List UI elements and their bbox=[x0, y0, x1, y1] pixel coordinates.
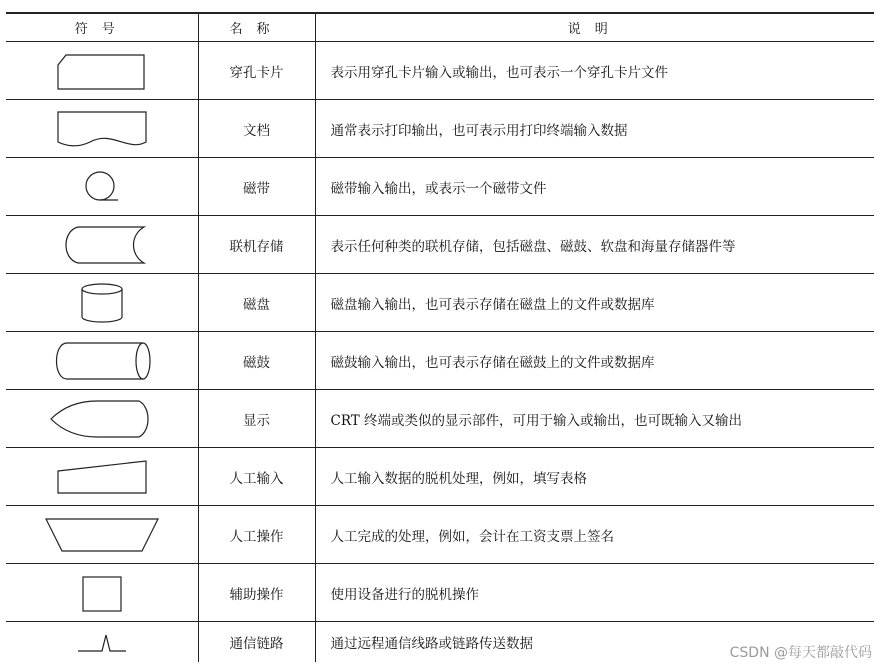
symbol-description: 通常表示打印输出，也可表示用打印终端输入数据 bbox=[315, 100, 874, 158]
symbol-description: 表示用穿孔卡片输入或输出，也可表示一个穿孔卡片文件 bbox=[315, 42, 874, 100]
symbol-description: 表示任何种类的联机存储，包括磁盘、磁鼓、软盘和海量存储器件等 bbox=[315, 216, 874, 274]
manual-input-symbol-icon bbox=[52, 457, 152, 497]
table-row bbox=[6, 158, 874, 216]
symbol-name: 磁鼓 bbox=[198, 332, 315, 390]
symbol-name: 人工操作 bbox=[198, 506, 315, 564]
display-symbol-icon bbox=[47, 397, 157, 441]
punched-card-symbol-icon bbox=[52, 51, 152, 91]
symbol-description: CRT 终端或类似的显示部件，可用于输入或输出，也可既输入又输出 bbox=[315, 390, 874, 448]
symbol-description: 使用设备进行的脱机操作 bbox=[315, 564, 874, 622]
auxiliary-operation-symbol-icon bbox=[77, 573, 127, 613]
header-description: 说明 bbox=[315, 13, 874, 42]
header-row bbox=[6, 13, 874, 42]
symbol-name: 联机存储 bbox=[198, 216, 315, 274]
symbol-description: 磁鼓输入输出，也可表示存储在磁鼓上的文件或数据库 bbox=[315, 332, 874, 390]
table-row bbox=[6, 274, 874, 332]
table-row bbox=[6, 390, 874, 448]
symbol-name: 文档 bbox=[198, 100, 315, 158]
symbol-name: 穿孔卡片 bbox=[198, 42, 315, 100]
manual-operation-symbol-icon bbox=[42, 515, 162, 555]
magnetic-tape-symbol-icon bbox=[72, 167, 132, 207]
symbol-description: 通过远程通信线路或链路传送数据 bbox=[315, 622, 874, 663]
flowchart-symbol-table bbox=[6, 12, 874, 662]
symbol-description: 人工输入数据的脱机处理，例如，填写表格 bbox=[315, 448, 874, 506]
table-row bbox=[6, 100, 874, 158]
table-row bbox=[6, 448, 874, 506]
symbol-description: 磁盘输入输出，也可表示存储在磁盘上的文件或数据库 bbox=[315, 274, 874, 332]
table-row bbox=[6, 332, 874, 390]
symbol-name: 磁带 bbox=[198, 158, 315, 216]
symbol-name: 磁盘 bbox=[198, 274, 315, 332]
symbol-name: 显示 bbox=[198, 390, 315, 448]
symbol-name: 人工输入 bbox=[198, 448, 315, 506]
header-symbol: 符号 bbox=[6, 13, 198, 42]
communication-link-symbol-icon bbox=[72, 627, 132, 657]
magnetic-disk-symbol-icon bbox=[72, 281, 132, 325]
table-row bbox=[6, 564, 874, 622]
table-row bbox=[6, 506, 874, 564]
document-symbol-icon bbox=[52, 108, 152, 150]
magnetic-drum-symbol-icon bbox=[47, 339, 157, 383]
symbol-description: 磁带输入输出，或表示一个磁带文件 bbox=[315, 158, 874, 216]
table-row bbox=[6, 216, 874, 274]
table-row bbox=[6, 42, 874, 100]
online-storage-symbol-icon bbox=[52, 223, 152, 267]
symbol-name: 通信链路 bbox=[198, 622, 315, 663]
symbol-description: 人工完成的处理，例如，会计在工资支票上签名 bbox=[315, 506, 874, 564]
symbol-name: 辅助操作 bbox=[198, 564, 315, 622]
header-name: 名称 bbox=[198, 13, 315, 42]
watermark: CSDN @每天都敲代码 bbox=[729, 645, 872, 661]
